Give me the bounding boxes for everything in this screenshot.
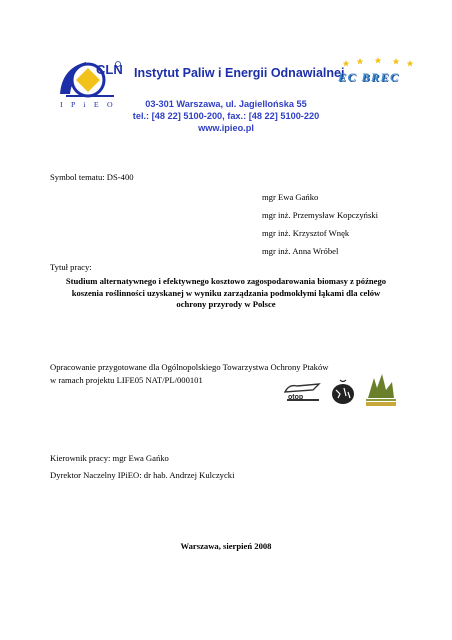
nature-logo — [362, 368, 400, 410]
website-link[interactable]: www.ipieo.pl — [198, 123, 254, 133]
phone-fax: tel.: [48 22] 5100-200, fax.: [48 22] 5100-220 — [132, 111, 320, 121]
ipieo-logo — [58, 58, 122, 102]
address: 03-301 Warszawa, ul. Jagiellońska 55 — [145, 99, 307, 109]
bird-logo — [330, 378, 356, 406]
svg-text:CLN: CLN — [96, 62, 122, 77]
project-manager: Kierownik pracy: mgr Ewa Gańko — [50, 453, 169, 463]
director: Dyrektor Naczelny IPiEO: dr hab. Andrzej Kulczycki — [50, 470, 235, 480]
svg-text:otop: otop — [288, 394, 304, 401]
prepared-for: Opracowanie przygotowane dla Ogólnopolskiego Towarzystwa Ochrony Ptaków — [50, 362, 329, 372]
work-title-label: Tytuł pracy: — [50, 262, 92, 272]
work-title — [50, 276, 402, 311]
institute-name: Instytut Paliw i Energii Odnawialnej — [134, 66, 345, 80]
topic-symbol: Symbol tematu: DS-400 — [50, 172, 134, 182]
work-title-line: ochrony przyrody w Polsce — [176, 299, 276, 309]
author: mgr inż. Anna Wróbel — [262, 246, 339, 256]
project-reference: w ramach projektu LIFE05 NAT/PL/000101 — [50, 375, 203, 385]
author: mgr Ewa Gańko — [262, 192, 319, 202]
author: mgr inż. Krzysztof Wnęk — [262, 228, 350, 238]
work-title-line: koszenia roślinności uzyskanej w wyniku zarządzania podmokłymi łąkami dla celów — [71, 287, 381, 298]
work-title-line: Studium alternatywnego i efektywnego kosztowo zagospodarowania biomasy z późnego — [65, 276, 387, 286]
ec-brec-text: EC BREC — [338, 70, 400, 84]
author: mgr inż. Przemysław Kopczyński — [262, 210, 378, 220]
place-date: Warszawa, sierpień 2008 — [180, 541, 272, 551]
logo-subtitle: I P i E O — [60, 100, 116, 109]
otop-logo — [283, 378, 323, 408]
